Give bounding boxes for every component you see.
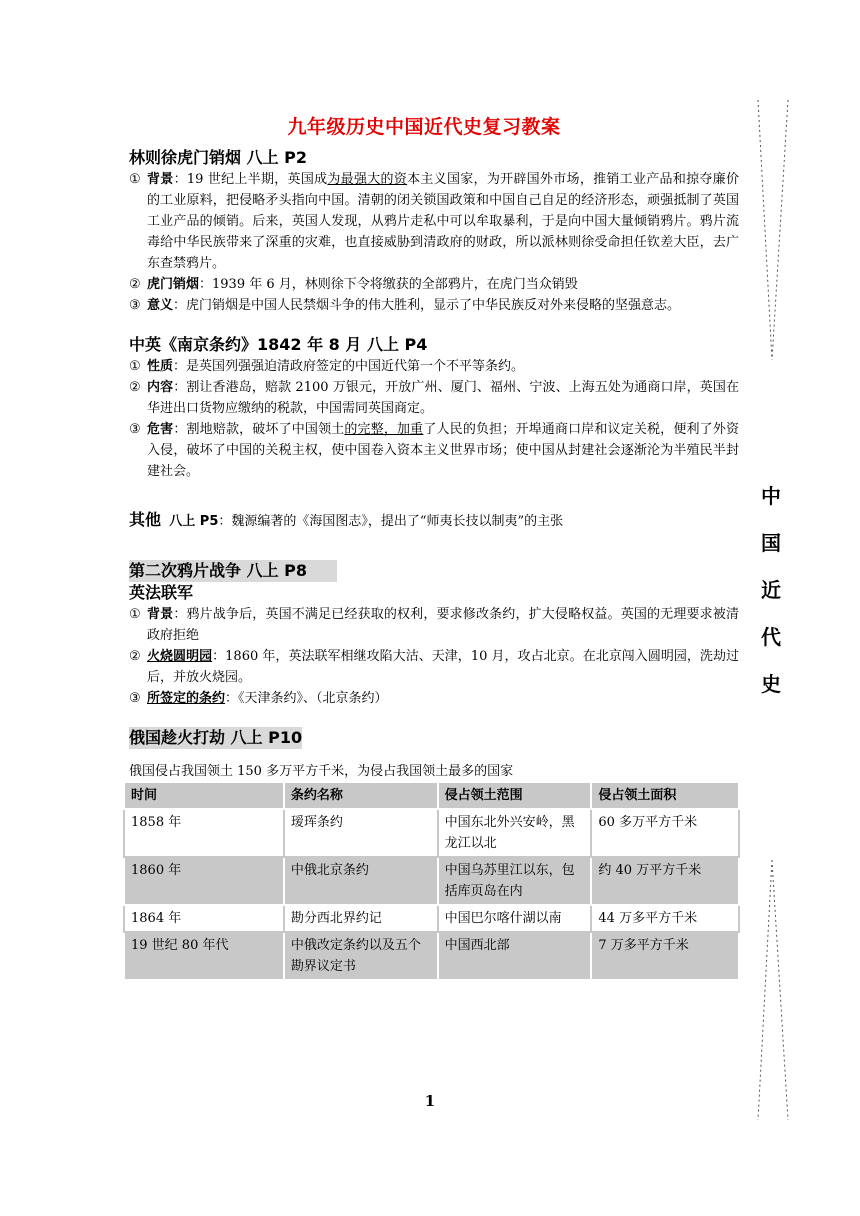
- table-header: 侵占领土范围: [438, 782, 592, 809]
- list-item: [129, 419, 739, 482]
- item-label: 虎门销烟: [147, 277, 200, 292]
- item-body: ：虎门销烟是中国人民禁烟斗争的伟大胜利，显示了中华民族反对外来侵略的坚强意志。: [173, 298, 681, 313]
- side-title-char: 代: [761, 625, 781, 649]
- side-title: [760, 480, 782, 715]
- item-body: ：1939 年 6 月，林则徐下令将缴获的全部鸦片，在虎门当众销毁: [199, 277, 578, 292]
- item-label: 背景: [147, 172, 174, 187]
- other-text: ：魏源编著的《海国图志》，提出了“师夷长技以制夷”的主张: [218, 514, 564, 529]
- table-row: [124, 932, 739, 980]
- item-number: ②: [129, 277, 141, 292]
- side-title-char: 史: [761, 672, 781, 696]
- table-row: [124, 809, 739, 857]
- item-number: ③: [129, 422, 141, 437]
- page-reference: 八上 P5: [169, 514, 219, 529]
- item-number: ①: [129, 172, 141, 187]
- list-item: [129, 295, 739, 316]
- list-item: [129, 356, 739, 377]
- item-body: ：《天津条约》、（北京条约）: [225, 691, 388, 706]
- table-cell: 1864 年: [124, 905, 284, 932]
- section-heading-text: 第二次鸦片战争 八上 P8: [129, 560, 337, 582]
- table-cell: 瑷珲条约: [284, 809, 438, 857]
- document-title: 九年级历史中国近代史复习教案: [287, 116, 561, 138]
- list-item: [129, 604, 739, 646]
- item-label: 危害: [147, 422, 174, 437]
- item-label: 内容: [147, 380, 174, 395]
- side-line-right-top: [772, 100, 788, 360]
- item-number: ③: [129, 298, 141, 313]
- item-label: 火烧圆明园: [147, 649, 213, 664]
- underlined-text: 的完整，加重: [344, 422, 424, 437]
- item-text: [147, 688, 739, 709]
- table-cell: 44 万多平方千米: [591, 905, 739, 932]
- treaty-table: [123, 781, 740, 981]
- item-text: [147, 274, 739, 295]
- item-text: [147, 295, 739, 316]
- table-cell: 7 万多平方千米: [591, 932, 739, 980]
- item-body: ：割让香港岛，赔款 2100 万银元，开放广州、厦门、福州、宁波、上海五处为通商口岸，英国在华进出口货物应缴纳的税款，中国需同英国商定。: [147, 380, 739, 416]
- main-content: [129, 112, 739, 981]
- table-header-row: [124, 782, 739, 809]
- table-cell: 约 40 万平方千米: [591, 857, 739, 905]
- item-label: 性质: [147, 359, 174, 374]
- item-text-post: 了人民的负担；开埠通商口岸和议定关税，便利了外资入侵，破坏了中国的关税主权，使中国卷入资本主义世界市场；使中国从封建社会逐渐沦为半殖民半封建社会。: [147, 422, 739, 479]
- item-text-pre: ：割地赔款，破坏了中国领土: [173, 422, 345, 437]
- side-title-char: 国: [761, 531, 781, 555]
- item-label: 所签定的条约: [147, 691, 226, 706]
- side-line-right-bottom: [772, 860, 788, 1120]
- section-list-second-opium-war: [129, 604, 739, 709]
- item-text-pre: ：19 世纪上半期，英国成: [173, 172, 328, 187]
- subheading-anglo-french: 英法联军: [129, 583, 194, 602]
- section-heading-second-opium-war: [129, 560, 739, 582]
- table-cell: 19 世纪 80 年代: [124, 932, 284, 980]
- list-item: [129, 377, 739, 419]
- list-item: [129, 169, 739, 274]
- table-row: [124, 905, 739, 932]
- side-line-left-bottom: [758, 860, 772, 1120]
- table-cell: 中国东北外兴安岭，黑龙江以北: [438, 809, 592, 857]
- table-header: 时间: [124, 782, 284, 809]
- other-paragraph: [129, 509, 739, 533]
- table-cell: 中国西北部: [438, 932, 592, 980]
- item-body: ：1860 年，英法联军相继攻陷大沽、天津，10 月，攻占北京。在北京闯入圆明园，洗劫过后，并放火烧园。: [147, 649, 739, 685]
- table-row: [124, 857, 739, 905]
- item-body: ：鸦片战争后，英国不满足已经获取的权利，要求修改条约，扩大侵略权益。英国的无理要求被清政府拒绝: [147, 607, 739, 643]
- section-heading-nanjing: 中英《南京条约》1842 年 8 月 八上 P4: [129, 335, 428, 354]
- section-heading-text: 俄国趁火打劫 八上 P10: [129, 728, 303, 747]
- list-item: [129, 646, 739, 688]
- page-number: 1: [424, 1092, 436, 1110]
- item-text-post: 本主义国家，为开辟国外市场，推销工业产品和掠夺廉价的工业原料，把侵略矛头指向中国。清朝的闭关锁国政策和中国自己自足的经济形态，顽强抵制了英国工业产品的倾销。后来，英国人发现，从鸦片走私中可以牟取暴利，于是向中国大量倾销鸦片。鸦片流毒给中华民族带来了深重的灾难，也直接威胁到清政府的财政，所以派林则徐受命担任钦差大臣，去广东查禁鸦片。: [147, 172, 739, 271]
- item-number: ②: [129, 380, 141, 395]
- side-line-left-top: [758, 100, 772, 360]
- section-list-nanjing: [129, 356, 739, 482]
- section-heading-russia: [129, 727, 739, 749]
- underlined-text: 为最强大的资: [327, 172, 408, 187]
- item-number: ①: [129, 607, 141, 622]
- table-cell: 1860 年: [124, 857, 284, 905]
- item-number: ②: [129, 649, 141, 664]
- item-text: [147, 646, 739, 688]
- item-text: [147, 604, 739, 646]
- table-cell: 中俄改定条约以及五个勘界议定书: [284, 932, 438, 980]
- item-label: 意义: [147, 298, 174, 313]
- table-cell: 60 多万平方千米: [591, 809, 739, 857]
- table-cell: 1858 年: [124, 809, 284, 857]
- table-cell: 勘分西北界约记: [284, 905, 438, 932]
- list-item: [129, 688, 739, 709]
- table-header: 条约名称: [284, 782, 438, 809]
- item-body: ：是英国列强强迫清政府签定的中国近代第一个不平等条约。: [173, 359, 525, 374]
- list-item: [129, 274, 739, 295]
- item-text: [147, 356, 739, 377]
- table-cell: 中国乌苏里江以东，包括库页岛在内: [438, 857, 592, 905]
- russia-note: 俄国侵占我国领土 150 多万平方千米，为侵占我国领土最多的国家: [129, 764, 514, 779]
- section-list-humen: [129, 169, 739, 316]
- item-number: ①: [129, 359, 141, 374]
- side-title-char: 中: [761, 484, 781, 508]
- item-text: [147, 377, 739, 419]
- side-title-char: 近: [761, 578, 781, 602]
- table-cell: 中俄北京条约: [284, 857, 438, 905]
- item-number: ③: [129, 691, 141, 706]
- table-header: 侵占领土面积: [591, 782, 739, 809]
- section-heading-other: 其他: [129, 510, 162, 529]
- table-cell: 中国巴尔喀什湖以南: [438, 905, 592, 932]
- section-heading-humen: 林则徐虎门销烟 八上 P2: [129, 148, 308, 167]
- item-text: [147, 169, 739, 274]
- item-label: 背景: [147, 607, 174, 622]
- item-text: [147, 419, 739, 482]
